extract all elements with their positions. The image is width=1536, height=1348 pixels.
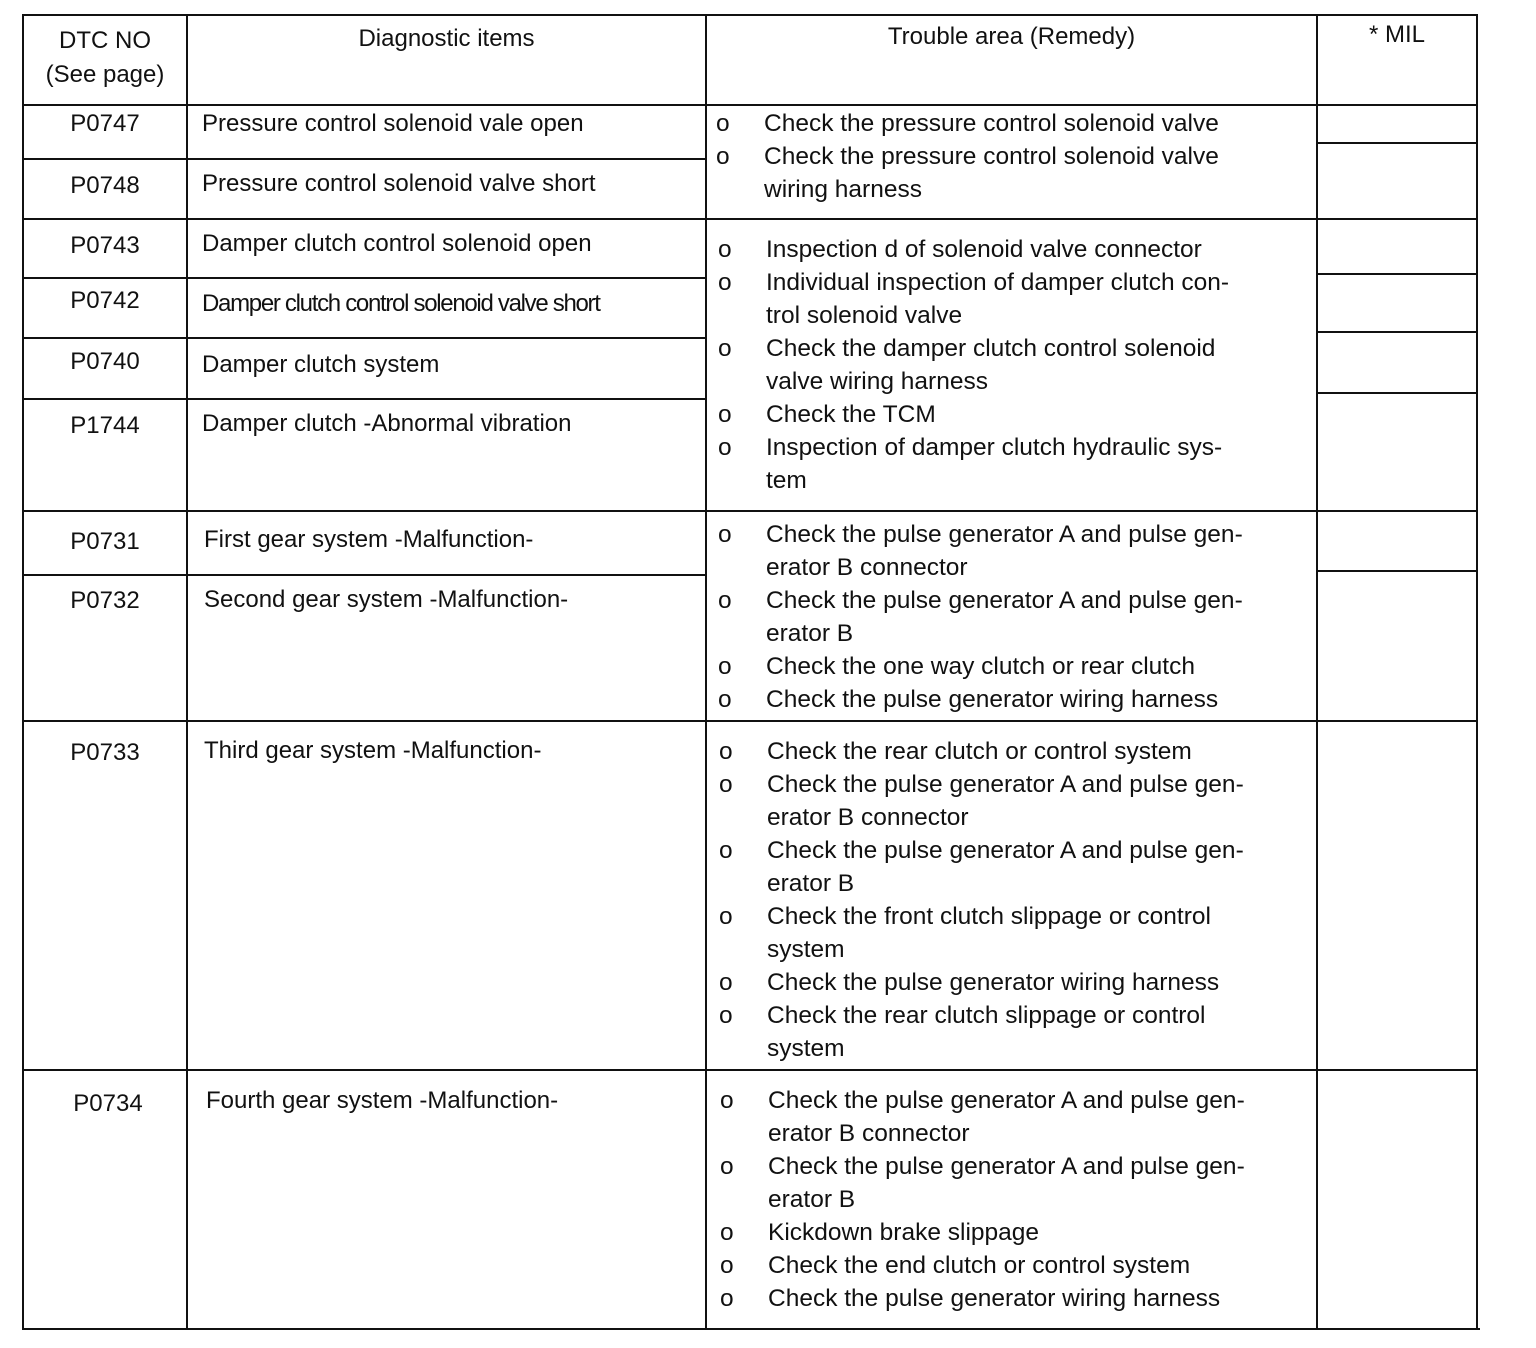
bullet-marker: o [720,1285,734,1312]
table-border-bottom [22,1328,1480,1330]
diagnostic-item: Damper clutch control solenoid open [202,230,592,257]
row-line [22,277,706,279]
table-border-left [22,14,24,1330]
group-line [22,510,1478,512]
column-divider-3 [1316,14,1318,1330]
bullet-marker: o [718,335,732,362]
row-line [22,158,706,160]
remedy-text: Check the pressure control solenoid valve [764,110,1219,137]
bullet-marker: o [720,1153,734,1180]
remedy-text: erator B [768,1186,856,1213]
row-line [1316,570,1476,572]
dtc-code: P0733 [70,739,140,766]
remedy-text: erator B connector [766,554,968,581]
remedy-text: Individual inspection of damper clutch con- [766,269,1230,296]
table-border-right [1476,14,1478,1330]
remedy-text: system [767,1035,845,1062]
dtc-code: P0732 [70,587,140,614]
bullet-marker: o [716,110,730,137]
remedy-text: Inspection of damper clutch hydraulic sys- [766,434,1223,461]
bullet-marker: o [719,969,733,996]
remedy-text: erator B connector [768,1120,970,1147]
remedy-text: Check the pulse generator A and pulse gen- [766,521,1243,548]
remedy-text: Check the pulse generator A and pulse gen- [768,1153,1245,1180]
remedy-text: erator B [766,620,854,647]
bullet-marker: o [719,738,733,765]
dtc-code: P1744 [70,412,140,439]
remedy-text: Inspection d of solenoid valve connector [766,236,1202,263]
remedy-text: Check the one way clutch or rear clutch [766,653,1195,680]
remedy-text: system [767,936,845,963]
remedy-text: Check the end clutch or control system [768,1252,1191,1279]
remedy-text: erator B connector [767,804,969,831]
row-line [22,574,706,576]
bullet-marker: o [718,401,732,428]
dtc-code: P0748 [70,172,140,199]
group-line [22,218,1478,220]
remedy-text: Check the pulse generator wiring harness [768,1285,1221,1312]
bullet-marker: o [720,1219,734,1246]
bullet-marker: o [718,686,732,713]
remedy-text: Check the pulse generator wiring harness [767,969,1220,996]
table-border-top [22,14,1476,16]
row-line [1316,331,1476,333]
dtc-code: P0734 [73,1090,143,1117]
diagnostic-item: Damper clutch -Abnormal vibration [202,410,572,437]
remedy-text: Check the pulse generator A and pulse gen- [767,771,1244,798]
diagnostic-item: Fourth gear system -Malfunction- [206,1087,559,1114]
remedy-text: Check the pulse generator A and pulse gen- [768,1087,1245,1114]
remedy-text: Check the pressure control solenoid valve [764,143,1219,170]
bullet-marker: o [719,903,733,930]
bullet-marker: o [718,653,732,680]
remedy-text: Check the pulse generator A and pulse gen- [767,837,1244,864]
group-line [22,720,1478,722]
bullet-marker: o [718,236,732,263]
dtc-code: P0740 [70,348,140,375]
bullet-marker: o [718,269,732,296]
dtc-code: P0747 [70,110,140,137]
remedy-text: tem [766,467,807,494]
diagnostic-item: Pressure control solenoid valve short [202,170,596,197]
column-divider-2 [705,14,707,1330]
remedy-text: erator B [767,870,855,897]
bullet-marker: o [718,587,732,614]
dtc-code: P0731 [70,528,140,555]
bullet-marker: o [719,771,733,798]
header-trouble-area: Trouble area (Remedy) [887,23,1136,50]
remedy-text: Kickdown brake slippage [768,1219,1040,1246]
diagnostic-item: First gear system -Malfunction- [204,526,534,553]
remedy-text: wiring harness [764,176,922,203]
bullet-marker: o [716,143,730,170]
remedy-text: valve wiring harness [766,368,988,395]
bullet-marker: o [718,521,732,548]
row-line [22,398,706,400]
bullet-marker: o [719,1002,733,1029]
header-dtc-no: DTC NO (See page) [45,27,165,88]
diagnostic-item: Damper clutch system [202,351,440,378]
remedy-text: Check the pulse generator wiring harness [766,686,1219,713]
remedy-text: Check the damper clutch control solenoid [766,335,1216,362]
header-bottom-line [22,104,1478,106]
remedy-text: Check the pulse generator A and pulse gen- [766,587,1243,614]
diagnostic-item: Second gear system -Malfunction- [204,586,569,613]
bullet-marker: o [718,434,732,461]
remedy-text: Check the rear clutch or control system [767,738,1192,765]
remedy-text: Check the rear clutch slippage or control [767,1002,1206,1029]
diagnostic-item: Damper clutch control solenoid valve short [202,290,600,317]
remedy-text: Check the TCM [766,401,936,428]
row-line [1316,392,1476,394]
row-line [1316,273,1476,275]
bullet-marker: o [720,1087,734,1114]
dtc-code: P0742 [70,287,140,314]
remedy-text: Check the front clutch slippage or control [767,903,1211,930]
remedy-text: trol solenoid valve [766,302,963,329]
dtc-code: P0743 [70,232,140,259]
row-line [1316,142,1476,144]
column-divider-1 [186,14,188,1330]
header-diagnostic-items: Diagnostic items [358,25,535,52]
header-mil: * MIL [1368,21,1425,48]
bullet-marker: o [719,837,733,864]
group-line [22,1069,1478,1071]
bullet-marker: o [720,1252,734,1279]
diagnostic-item: Pressure control solenoid vale open [202,110,584,137]
row-line [22,337,706,339]
diagnostic-item: Third gear system -Malfunction- [204,737,542,764]
